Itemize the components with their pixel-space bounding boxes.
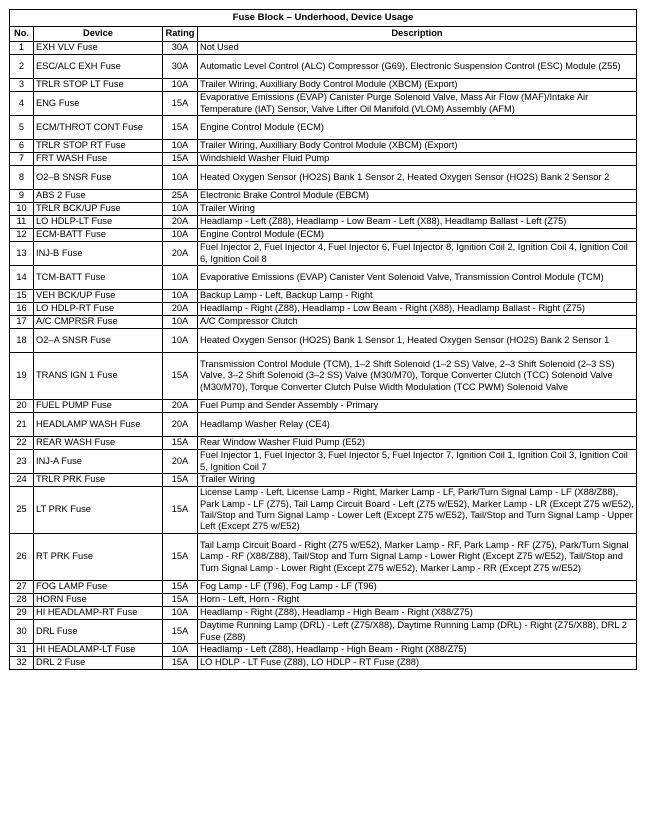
fuse-rating: 10A	[163, 166, 198, 190]
fuse-number: 15	[10, 290, 34, 303]
fuse-rating: 25A	[163, 190, 198, 203]
table-title: Fuse Block – Underhood, Device Usage	[10, 10, 637, 27]
device-name: INJ-B Fuse	[34, 242, 163, 266]
table-row	[10, 266, 637, 290]
fuse-number: 5	[10, 116, 34, 140]
device-name: HI HEADLAMP-LT Fuse	[34, 644, 163, 657]
device-name: A/C CMPRSR Fuse	[34, 316, 163, 329]
fuse-rating: 15A	[163, 116, 198, 140]
device-name: TRLR STOP RT Fuse	[34, 140, 163, 153]
table-row	[10, 203, 637, 216]
fuse-number: 3	[10, 79, 34, 92]
table-row	[10, 153, 637, 166]
fuse-description: Headlamp - Right (Z88), Headlamp - Low Beam - Right (X88), Headlamp Ballast - Right (Z75)	[198, 303, 637, 316]
fuse-description: Rear Window Washer Fluid Pump (E52)	[198, 437, 637, 450]
fuse-rating: 15A	[163, 620, 198, 644]
fuse-number: 2	[10, 55, 34, 79]
table-row	[10, 450, 637, 474]
device-name: O2–A SNSR Fuse	[34, 329, 163, 353]
table-row	[10, 581, 637, 594]
fuse-number: 23	[10, 450, 34, 474]
fuse-description: License Lamp - Left, License Lamp - Right, Marker Lamp - LF, Park/Turn Signal Lamp - LF (X88/Z88), Park Lamp - LF (Z75), Tail Lamp Circuit Board - Left (Z75 w/E52), Marker Lamp - LR (Except Z75 w/E52), Tail/Stop and Turn Signal Lamp - Lower Left (Except Z75 w/E52), Tail/Stop and Turn Signal Lamp - Upper Left (Except Z75 w/E52)	[198, 487, 637, 534]
fuse-number: 13	[10, 242, 34, 266]
fuse-description: Horn - Left, Horn - Right	[198, 594, 637, 607]
device-name: DRL Fuse	[34, 620, 163, 644]
device-name: TRANS IGN 1 Fuse	[34, 353, 163, 400]
fuse-rating: 10A	[163, 607, 198, 620]
device-name: VEH BCK/UP Fuse	[34, 290, 163, 303]
fuse-rating: 10A	[163, 229, 198, 242]
fuse-number: 19	[10, 353, 34, 400]
fuse-description: Engine Control Module (ECM)	[198, 229, 637, 242]
table-row	[10, 413, 637, 437]
fuse-rating: 20A	[163, 242, 198, 266]
fuse-description: Trailer Wiring, Auxilliary Body Control Module (XBCM) (Export)	[198, 140, 637, 153]
fuse-number: 28	[10, 594, 34, 607]
device-name: LO HDLP-RT Fuse	[34, 303, 163, 316]
device-name: EXH VLV Fuse	[34, 42, 163, 55]
fuse-number: 18	[10, 329, 34, 353]
table-row	[10, 190, 637, 203]
device-name: INJ-A Fuse	[34, 450, 163, 474]
fuse-rating: 15A	[163, 487, 198, 534]
table-row	[10, 620, 637, 644]
table-row	[10, 329, 637, 353]
fuse-description: Headlamp - Left (Z88), Headlamp - Low Beam - Left (X88), Headlamp Ballast - Left (Z75)	[198, 216, 637, 229]
device-name: ABS 2 Fuse	[34, 190, 163, 203]
fuse-description: Trailer Wiring	[198, 203, 637, 216]
fuse-description: Windshield Washer Fluid Pump	[198, 153, 637, 166]
table-row	[10, 229, 637, 242]
fuse-number: 1	[10, 42, 34, 55]
fuse-rating: 10A	[163, 290, 198, 303]
fuse-table-body	[10, 42, 637, 670]
table-row	[10, 594, 637, 607]
table-row	[10, 116, 637, 140]
table-row	[10, 474, 637, 487]
fuse-description: Automatic Level Control (ALC) Compressor (G69), Electronic Suspension Control (ESC) Module (Z55)	[198, 55, 637, 79]
fuse-rating: 20A	[163, 450, 198, 474]
device-name: HEADLAMP WASH Fuse	[34, 413, 163, 437]
fuse-description: Fuel Pump and Sender Assembly - Primary	[198, 400, 637, 413]
table-row	[10, 290, 637, 303]
table-row	[10, 303, 637, 316]
fuse-description: Heated Oxygen Sensor (HO2S) Bank 1 Sensor 1, Heated Oxygen Sensor (HO2S) Bank 2 Sensor 1	[198, 329, 637, 353]
device-name: LO HDLP-LT Fuse	[34, 216, 163, 229]
device-name: O2–B SNSR Fuse	[34, 166, 163, 190]
table-row	[10, 216, 637, 229]
device-name: ECM/THROT CONT Fuse	[34, 116, 163, 140]
fuse-number: 25	[10, 487, 34, 534]
device-name: REAR WASH Fuse	[34, 437, 163, 450]
table-row	[10, 353, 637, 400]
table-row	[10, 487, 637, 534]
fuse-rating: 30A	[163, 55, 198, 79]
fuse-rating: 10A	[163, 329, 198, 353]
fuse-number: 7	[10, 153, 34, 166]
fuse-description: Headlamp Washer Relay (CE4)	[198, 413, 637, 437]
fuse-rating: 10A	[163, 140, 198, 153]
device-name: FRT WASH Fuse	[34, 153, 163, 166]
fuse-number: 26	[10, 534, 34, 581]
fuse-description: Evaporative Emissions (EVAP) Canister Purge Solenoid Valve, Mass Air Flow (MAF)/Intake Air Temperature (IAT) Sensor, Valve Lifter Oil Manifold (VLOM) Assembly (AFM)	[198, 92, 637, 116]
fuse-description: A/C Compressor Clutch	[198, 316, 637, 329]
fuse-rating: 10A	[163, 266, 198, 290]
table-row	[10, 437, 637, 450]
fuse-number: 12	[10, 229, 34, 242]
fuse-number: 32	[10, 657, 34, 670]
fuse-number: 24	[10, 474, 34, 487]
fuse-number: 21	[10, 413, 34, 437]
fuse-number: 10	[10, 203, 34, 216]
fuse-rating: 15A	[163, 657, 198, 670]
device-name: TRLR BCK/UP Fuse	[34, 203, 163, 216]
fuse-description: Headlamp - Left (Z88), Headlamp - High Beam - Right (X88/Z75)	[198, 644, 637, 657]
fuse-description: LO HDLP - LT Fuse (Z88), LO HDLP - RT Fuse (Z88)	[198, 657, 637, 670]
fuse-usage-table	[9, 9, 637, 670]
fuse-number: 17	[10, 316, 34, 329]
device-name: HORN Fuse	[34, 594, 163, 607]
table-row	[10, 166, 637, 190]
fuse-table-container	[9, 9, 636, 670]
fuse-number: 20	[10, 400, 34, 413]
fuse-number: 9	[10, 190, 34, 203]
fuse-description: Evaporative Emissions (EVAP) Canister Vent Solenoid Valve, Transmission Control Module (TCM)	[198, 266, 637, 290]
fuse-rating: 10A	[163, 79, 198, 92]
fuse-rating: 15A	[163, 474, 198, 487]
device-name: TRLR STOP LT Fuse	[34, 79, 163, 92]
fuse-rating: 10A	[163, 316, 198, 329]
fuse-description: Fuel Injector 2, Fuel Injector 4, Fuel Injector 6, Fuel Injector 8, Ignition Coil 2, Ignition Coil 4, Ignition Coil 6, Ignition Coil 8	[198, 242, 637, 266]
device-name: DRL 2 Fuse	[34, 657, 163, 670]
device-name: ECM-BATT Fuse	[34, 229, 163, 242]
table-row	[10, 400, 637, 413]
fuse-description: Daytime Running Lamp (DRL) - Left (Z75/X88), Daytime Running Lamp (DRL) - Right (Z75/X88), DRL 2 Fuse (Z88)	[198, 620, 637, 644]
column-header-rating: Rating	[163, 27, 198, 42]
fuse-rating: 15A	[163, 153, 198, 166]
fuse-number: 14	[10, 266, 34, 290]
table-row	[10, 55, 637, 79]
fuse-rating: 10A	[163, 644, 198, 657]
device-name: FUEL PUMP Fuse	[34, 400, 163, 413]
fuse-description: Trailer Wiring	[198, 474, 637, 487]
fuse-rating: 15A	[163, 594, 198, 607]
fuse-description: Headlamp - Right (Z88), Headlamp - High Beam - Right (X88/Z75)	[198, 607, 637, 620]
table-row	[10, 644, 637, 657]
fuse-rating: 15A	[163, 353, 198, 400]
device-name: TCM-BATT Fuse	[34, 266, 163, 290]
fuse-description: Fuel Injector 1, Fuel Injector 3, Fuel Injector 5, Fuel Injector 7, Ignition Coil 1, Ignition Coil 3, Ignition Coil 5, Ignition Coil 7	[198, 450, 637, 474]
device-name: TRLR PRK Fuse	[34, 474, 163, 487]
fuse-description: Electronic Brake Control Module (EBCM)	[198, 190, 637, 203]
table-row	[10, 316, 637, 329]
table-row	[10, 657, 637, 670]
fuse-description: Transmission Control Module (TCM), 1–2 Shift Solenoid (1–2 SS) Valve, 2–3 Shift Solenoid (2–3 SS) Valve, 3–2 Shift Solenoid (3–2 SS) Valve (M30/M70), Torque Converter Clutch (TCC) Solenoid Valve (M30/M70), Torque Converter Clutch Pulse Width Modulation (TCC PWM) Solenoid Valve	[198, 353, 637, 400]
table-row	[10, 140, 637, 153]
fuse-rating: 15A	[163, 437, 198, 450]
fuse-number: 11	[10, 216, 34, 229]
fuse-number: 22	[10, 437, 34, 450]
fuse-description: Not Used	[198, 42, 637, 55]
fuse-rating: 15A	[163, 92, 198, 116]
fuse-number: 16	[10, 303, 34, 316]
fuse-rating: 10A	[163, 203, 198, 216]
fuse-description: Fog Lamp - LF (T96), Fog Lamp - LF (T96)	[198, 581, 637, 594]
table-row	[10, 607, 637, 620]
fuse-number: 29	[10, 607, 34, 620]
table-row	[10, 92, 637, 116]
table-row	[10, 534, 637, 581]
column-header-no: No.	[10, 27, 34, 42]
fuse-number: 6	[10, 140, 34, 153]
device-name: RT PRK Fuse	[34, 534, 163, 581]
device-name: ENG Fuse	[34, 92, 163, 116]
fuse-description: Tail Lamp Circuit Board - Right (Z75 w/E52), Marker Lamp - RF, Park Lamp - RF (Z75), Park/Turn Signal Lamp - RF (X88/Z88), Tail/Stop and Turn Signal Lamp - Lower Right (Except Z75 w/E52), Tail/Stop and Turn Signal Lamp - Lower Right (Except Z75 w/E52), Marker Lamp - RR (Except Z75 w/E52)	[198, 534, 637, 581]
column-header-device: Device	[34, 27, 163, 42]
fuse-number: 30	[10, 620, 34, 644]
fuse-number: 31	[10, 644, 34, 657]
device-name: ESC/ALC EXH Fuse	[34, 55, 163, 79]
device-name: FOG LAMP Fuse	[34, 581, 163, 594]
table-row	[10, 79, 637, 92]
fuse-rating: 20A	[163, 303, 198, 316]
fuse-rating: 15A	[163, 581, 198, 594]
fuse-number: 27	[10, 581, 34, 594]
fuse-description: Heated Oxygen Sensor (HO2S) Bank 1 Sensor 2, Heated Oxygen Sensor (HO2S) Bank 2 Sensor 2	[198, 166, 637, 190]
fuse-description: Trailer Wiring, Auxilliary Body Control Module (XBCM) (Export)	[198, 79, 637, 92]
device-name: LT PRK Fuse	[34, 487, 163, 534]
fuse-rating: 20A	[163, 413, 198, 437]
table-row	[10, 242, 637, 266]
fuse-description: Engine Control Module (ECM)	[198, 116, 637, 140]
table-row	[10, 42, 637, 55]
device-name: HI HEADLAMP-RT Fuse	[34, 607, 163, 620]
fuse-description: Backup Lamp - Left, Backup Lamp - Right	[198, 290, 637, 303]
fuse-rating: 15A	[163, 534, 198, 581]
fuse-rating: 20A	[163, 216, 198, 229]
column-header-description: Description	[198, 27, 637, 42]
fuse-number: 4	[10, 92, 34, 116]
fuse-number: 8	[10, 166, 34, 190]
fuse-rating: 30A	[163, 42, 198, 55]
fuse-rating: 20A	[163, 400, 198, 413]
